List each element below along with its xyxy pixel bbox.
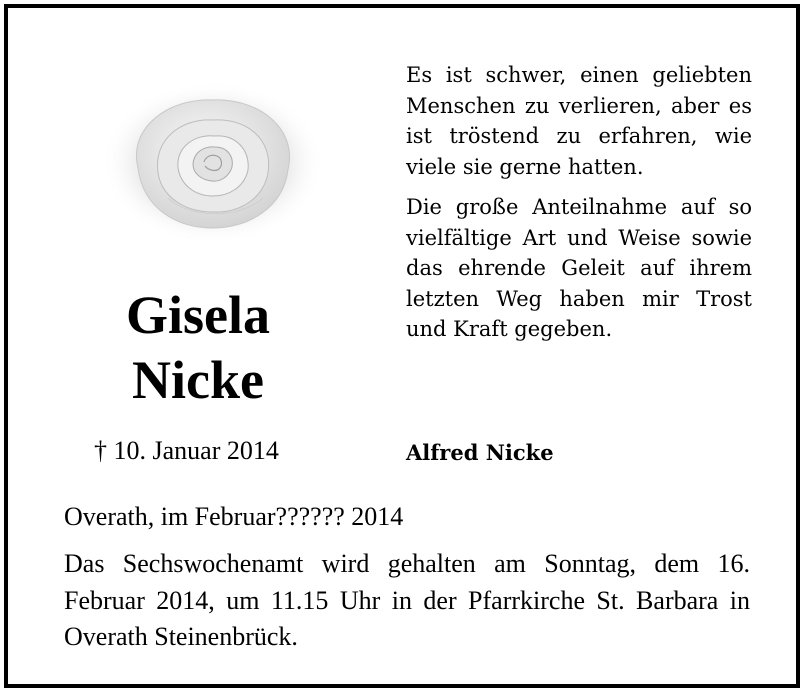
rose-image (98, 78, 328, 248)
service-notice: Das Sechswochenamt wird gehalten am Sonntag, dem 16. Februar 2014, um 11.15 Uhr in der Pfarrkirche St. Barbara in Overath Steinenbrück. (64, 549, 750, 651)
place-date: Overath, im Februar?????? 2014 (64, 502, 404, 531)
quote-paragraph-1: Es ist schwer, einen geliebten Menschen zu verlieren, aber es ist tröstend zu erfahren, wie viele sie gerne hatten. (406, 63, 752, 179)
obituary-notice (4, 4, 800, 688)
quote-block (406, 60, 752, 345)
signer-name: Alfred Nicke (406, 440, 554, 465)
death-date: † 10. Januar 2014 (94, 436, 279, 465)
quote-paragraph-2: Die große Anteilnahme auf so vielfältige Art und Weise sowie das ehrende Geleit auf ihrem letzten Weg haben mir Trost und Kraft gegeben. (406, 195, 752, 341)
deceased-first-name: Gisela (126, 285, 270, 345)
deceased-last-name: Nicke (132, 350, 264, 410)
